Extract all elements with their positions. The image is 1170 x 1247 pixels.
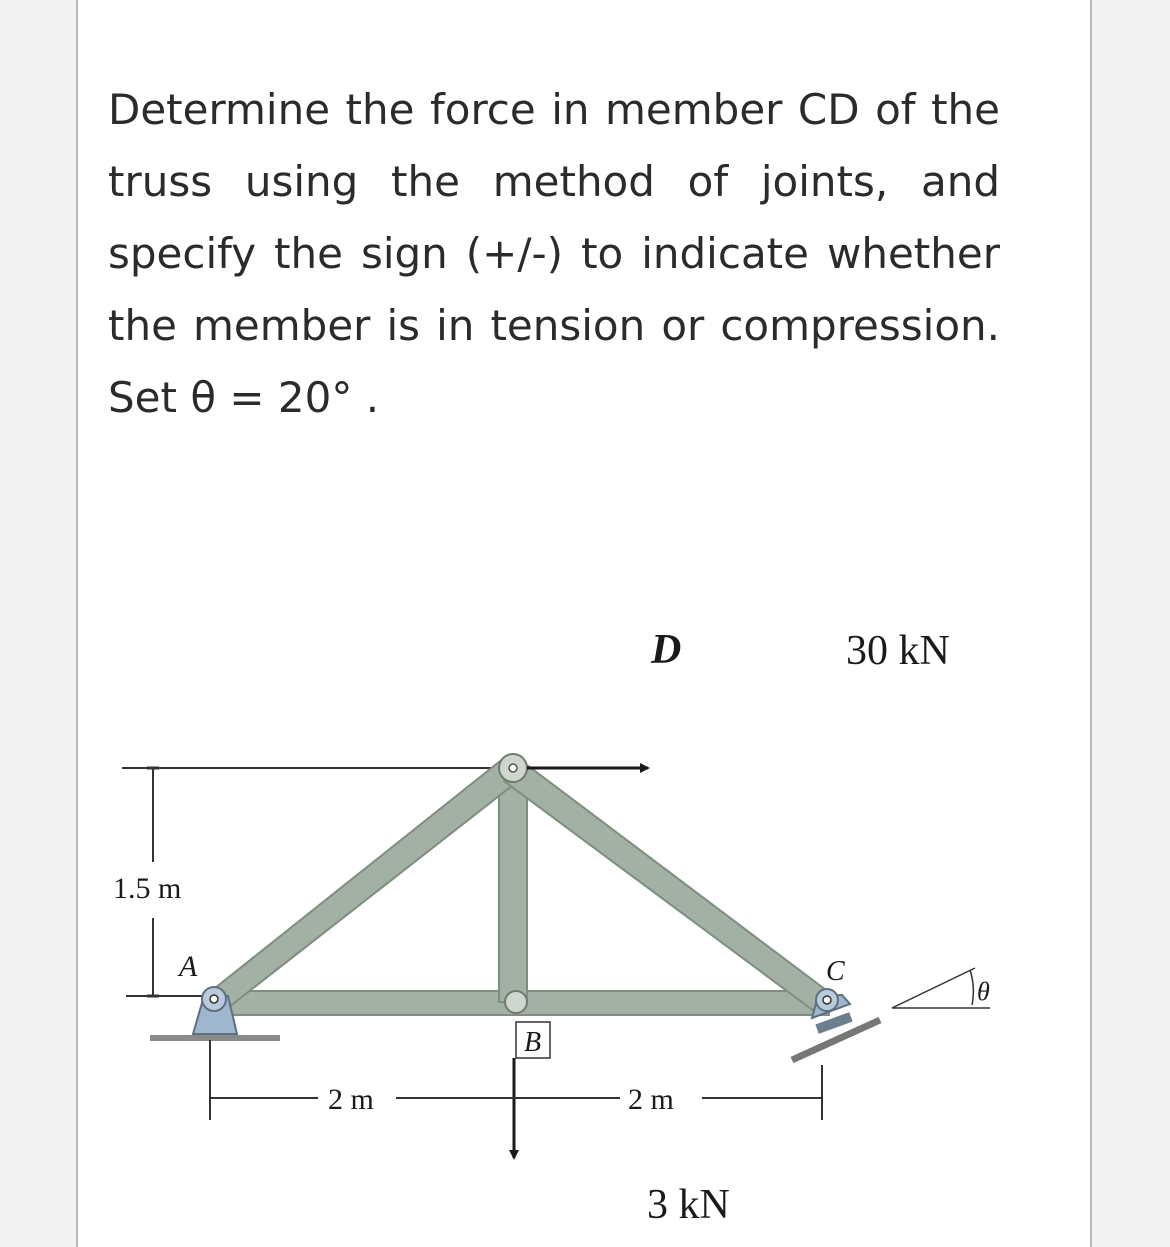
theta-indicator	[892, 968, 990, 1008]
vertical-load-label: 3 kN	[647, 1182, 730, 1228]
joint-c-label: C	[826, 956, 845, 987]
joint-b-label: B	[524, 1027, 542, 1058]
horizontal-load-label: 30 kN	[846, 628, 950, 674]
joint-a-label: A	[179, 950, 198, 983]
member-bd	[499, 770, 527, 1002]
span-right-label: 2 m	[628, 1083, 674, 1116]
span-left-label: 2 m	[328, 1083, 374, 1116]
height-label: 1.5 m	[113, 872, 182, 905]
theta-label: θ	[977, 977, 990, 1006]
member-ad	[205, 758, 522, 1014]
member-cd	[504, 762, 834, 1014]
truss-members	[205, 758, 834, 1015]
joint-d-label: D	[651, 627, 682, 673]
pin-b	[505, 991, 527, 1013]
problem-statement: Determine the force in member CD of the truss using the method of joints, and specify the sign (+/-) to indicate whether the member is in tension or compression. Set θ = 20° .	[108, 85, 1000, 422]
